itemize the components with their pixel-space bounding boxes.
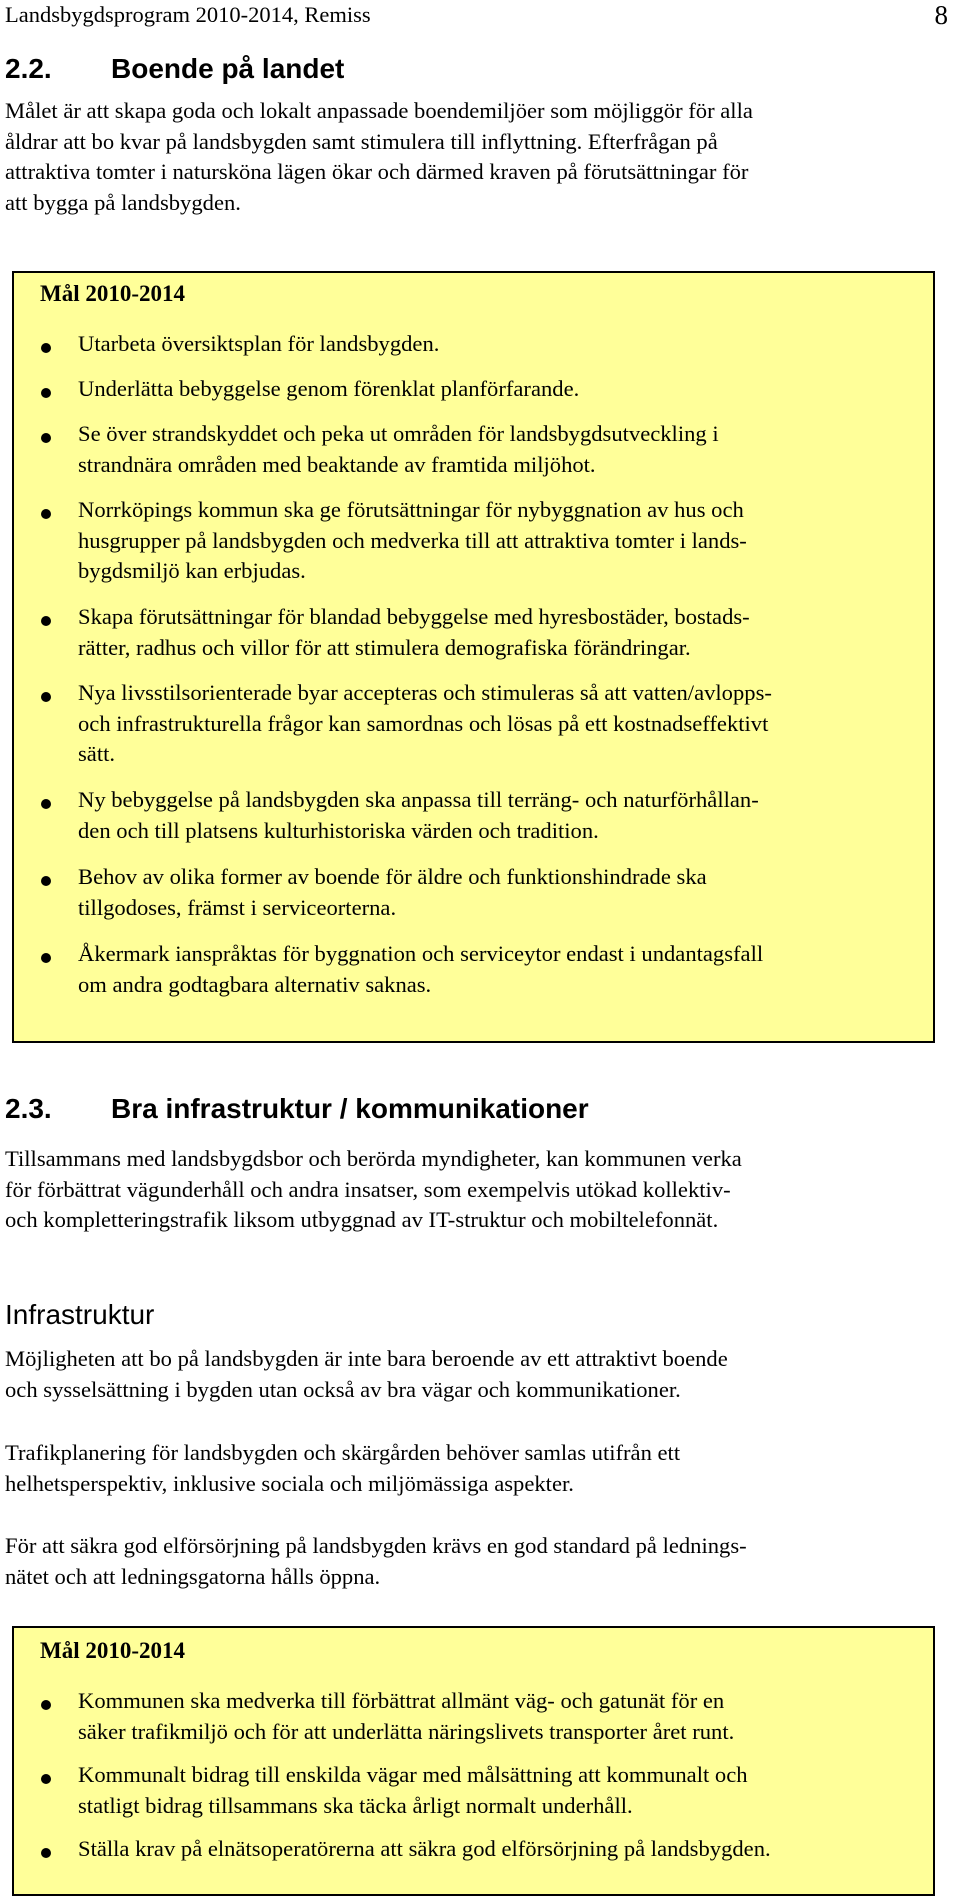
text-line: för förbättrat vägunderhåll och andra insatser, som exempelvis utökad kollektiv-	[5, 1176, 731, 1202]
text-line: Åkermark ianspråktas för byggnation och serviceytor endast i undantagsfall	[78, 941, 764, 966]
text-line: Skapa förutsättningar för blandad bebyggelse med hyresbostäder, bostads-	[78, 604, 750, 629]
goal-item	[78, 1834, 938, 1865]
text-line: statligt bidrag tillsammans ska täcka årligt normalt underhåll.	[78, 1792, 633, 1818]
goal-box-title: Mål 2010-2014	[40, 1638, 186, 1663]
text-line: den och till platsens kulturhistoriska värden och tradition.	[78, 817, 599, 843]
goal-item	[78, 602, 938, 663]
text-line: För att säkra god elförsörjning på landsbygden krävs en god standard på lednings-	[5, 1533, 747, 1558]
text-line: att bygga på landsbygden.	[5, 189, 241, 215]
text-line: Målet är att skapa goda och lokalt anpassade boendemiljöer som möjliggör för alla	[5, 98, 753, 123]
text-line: helhetsperspektiv, inklusive sociala och miljömässiga aspekter.	[5, 1470, 574, 1496]
goal-item	[78, 1686, 938, 1747]
goal-box-boende	[12, 271, 935, 1043]
goal-item	[78, 329, 938, 360]
text-line: rätter, radhus och villor för att stimulera demografiska förändringar.	[78, 634, 691, 660]
goal-item	[78, 678, 938, 770]
text-line: attraktiva tomter i natursköna lägen ökar och därmed kraven på förutsättningar för	[5, 159, 749, 184]
text-line: Se över strandskyddet och peka ut områden för landsbygdsutveckling i	[78, 421, 719, 446]
text-line: sätt.	[78, 741, 116, 766]
section-number: 2.2.	[5, 53, 52, 84]
section-heading-2-3	[5, 1092, 589, 1126]
infrastruktur-paragraph	[5, 1438, 950, 1499]
text-line: Behov av olika former av boende för äldre och funktionshindrade ska	[78, 864, 707, 889]
bullet-icon	[41, 1700, 51, 1710]
section-2-2-intro	[5, 96, 950, 218]
infrastruktur-paragraph	[5, 1344, 950, 1405]
bullet-icon	[41, 388, 51, 398]
text-line: nätet och att ledningsgatorna hålls öppna.	[5, 1563, 381, 1589]
page-number: 8	[934, 0, 948, 30]
goal-box-infrastruktur	[12, 1626, 935, 1896]
text-line: och kompletteringstrafik liksom utbyggnad av IT-struktur och mobiltelefonnät.	[5, 1207, 719, 1232]
section-number: 2.3.	[5, 1093, 52, 1124]
text-line: Möjligheten att bo på landsbygden är inte bara beroende av ett attraktivt boende	[5, 1346, 728, 1371]
text-line: Kommunalt bidrag till enskilda vägar med målsättning att kommunalt och	[78, 1762, 748, 1787]
bullet-icon	[41, 616, 51, 626]
subheading-infrastruktur: Infrastruktur	[5, 1299, 155, 1330]
text-line: Ställa krav på elnätsoperatörerna att säkra god elförsörjning på landsbygden.	[78, 1836, 771, 1861]
text-line: och infrastrukturella frågor kan samordnas och lösas på ett kostnadseffektivt	[78, 710, 769, 736]
goal-item	[78, 1760, 938, 1821]
text-line: om andra godtagbara alternativ saknas.	[78, 971, 432, 997]
section-2-3-intro	[5, 1144, 950, 1236]
goal-item	[78, 939, 938, 1000]
goal-item	[78, 785, 938, 846]
running-header	[5, 0, 948, 34]
section-heading-2-2	[5, 52, 344, 86]
text-line: Nya livsstilsorienterade byar accepteras och stimuleras så att vatten/avlopps-	[78, 680, 772, 705]
goal-item	[78, 862, 938, 923]
text-line: säker trafikmiljö och för att underlätta näringslivets transporter året runt.	[78, 1718, 735, 1744]
section-title: Boende på landet	[111, 53, 345, 84]
text-line: Tillsammans med landsbygdsbor och berörda myndigheter, kan kommunen verka	[5, 1146, 742, 1171]
text-line: husgrupper på landsbygden och medverka till att attraktiva tomter i lands-	[78, 527, 747, 553]
bullet-icon	[41, 1848, 51, 1858]
text-line: och sysselsättning i bygden utan också av bra vägar och kommunikationer.	[5, 1376, 681, 1402]
section-title: Bra infrastruktur / kommunikationer	[111, 1093, 589, 1124]
goal-item	[78, 374, 938, 405]
goal-item	[78, 419, 938, 480]
text-line: Ny bebyggelse på landsbygden ska anpassa till terräng- och naturförhållan-	[78, 787, 759, 812]
infrastruktur-paragraph	[5, 1531, 950, 1592]
goal-item	[78, 495, 938, 587]
goal-box-title: Mål 2010-2014	[40, 281, 186, 306]
bullet-icon	[41, 953, 51, 963]
text-line: Trafikplanering för landsbygden och skärgården behöver samlas utifrån ett	[5, 1440, 681, 1465]
bullet-icon	[41, 433, 51, 443]
bullet-icon	[41, 509, 51, 519]
bullet-icon	[41, 799, 51, 809]
text-line: Utarbeta översiktsplan för landsbygden.	[78, 331, 440, 356]
text-line: Norrköpings kommun ska ge förutsättningar för nybyggnation av hus och	[78, 497, 744, 522]
bullet-icon	[41, 343, 51, 353]
text-line: åldrar att bo kvar på landsbygden samt stimulera till inflyttning. Efterfrågan på	[5, 128, 718, 154]
bullet-icon	[41, 692, 51, 702]
bullet-icon	[41, 876, 51, 886]
text-line: bygdsmiljö kan erbjudas.	[78, 558, 306, 583]
text-line: Underlätta bebyggelse genom förenklat planförfarande.	[78, 376, 580, 401]
text-line: strandnära områden med beaktande av framtida miljöhot.	[78, 451, 596, 477]
text-line: tillgodoses, främst i serviceorterna.	[78, 894, 397, 920]
running-title: Landsbygdsprogram 2010-2014, Remiss	[5, 2, 371, 27]
bullet-icon	[41, 1774, 51, 1784]
text-line: Kommunen ska medverka till förbättrat allmänt väg- och gatunät för en	[78, 1688, 725, 1713]
